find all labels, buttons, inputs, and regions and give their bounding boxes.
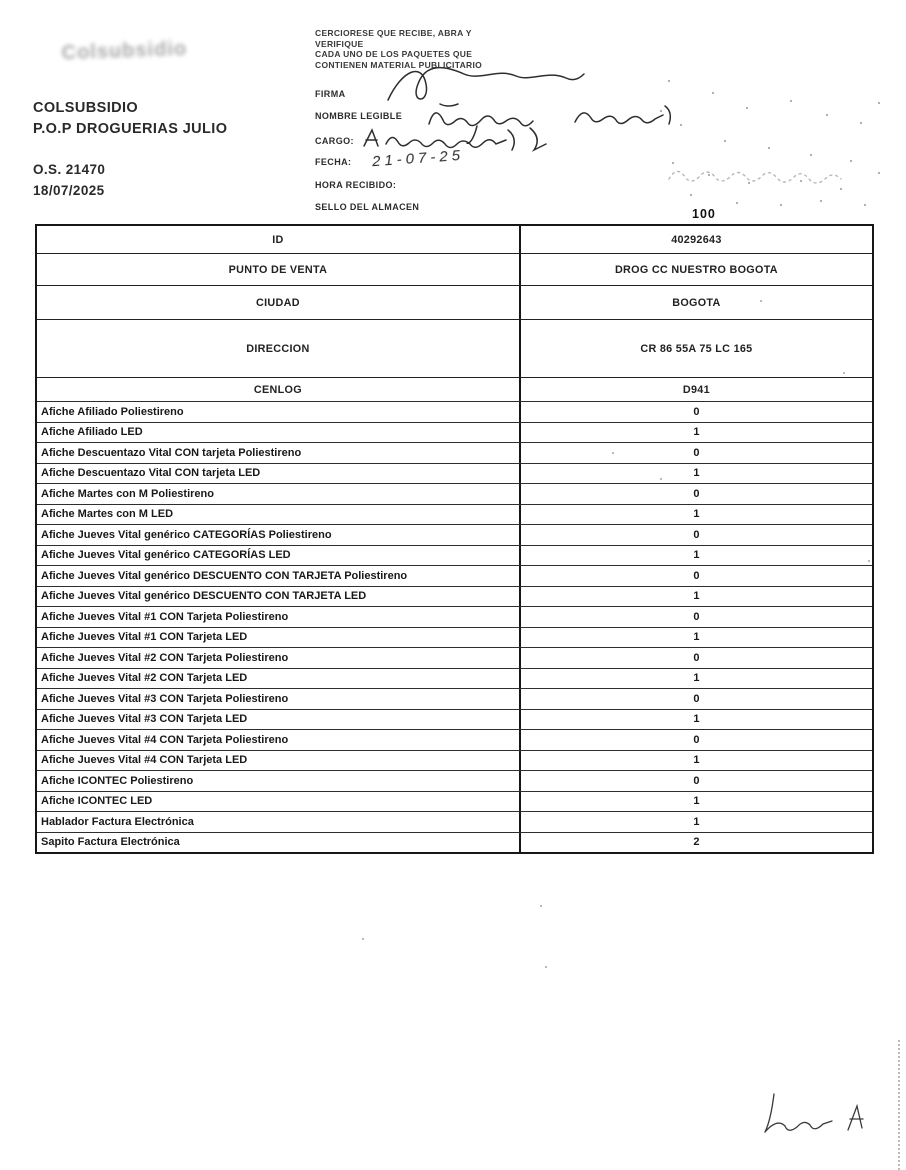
campaign-title: P.O.P DROGUERIAS JULIO (33, 121, 228, 137)
info-value: BOGOTA (519, 286, 872, 319)
item-name: Afiche ICONTEC LED (41, 795, 153, 808)
info-label: CENLOG (253, 383, 302, 396)
table-row (37, 606, 872, 627)
info-label: CIUDAD (256, 296, 300, 309)
item-qty: 1 (519, 751, 872, 771)
info-label: ID (272, 233, 284, 246)
info-label: DIRECCION (246, 342, 310, 355)
table-row (37, 586, 872, 607)
item-qty: 1 (519, 464, 872, 484)
table-row (37, 504, 872, 525)
item-name: Afiche Descuentazo Vital CON tarjeta Poliestireno (41, 446, 302, 459)
item-qty: 0 (519, 730, 872, 750)
item-name: Afiche Jueves Vital #4 CON Tarjeta Poliestireno (41, 733, 289, 746)
field-label-fecha: FECHA: (315, 157, 352, 167)
item-name: Afiche Jueves Vital genérico CATEGORÍAS LED (41, 549, 291, 562)
item-qty: 1 (519, 792, 872, 812)
item-name: Afiche ICONTEC Poliestireno (41, 774, 194, 787)
delivery-table (35, 224, 874, 854)
table-row (37, 750, 872, 771)
item-name: Hablador Factura Electrónica (41, 815, 194, 828)
handwritten-fecha: 21-07-25 (371, 146, 465, 171)
item-qty: 0 (519, 402, 872, 422)
info-row-punto-de-venta (37, 253, 872, 285)
table-row (37, 483, 872, 504)
table-row (37, 668, 872, 689)
info-value: CR 86 55A 75 LC 165 (519, 320, 872, 377)
table-row (37, 442, 872, 463)
table-row (37, 770, 872, 791)
info-value: DROG CC NUESTRO BOGOTA (519, 254, 872, 285)
item-name: Afiche Afiliado LED (41, 426, 143, 439)
stamp-ghost-text (665, 157, 865, 197)
table-row (37, 729, 872, 750)
notice-line: CERCIORESE QUE RECIBE, ABRA Y (315, 28, 472, 38)
info-value: D941 (519, 378, 872, 401)
stamp-number: 100 (692, 207, 716, 221)
info-row-ciudad (37, 285, 872, 319)
item-name: Afiche Afiliado Poliestireno (41, 405, 184, 418)
item-name: Afiche Jueves Vital #1 CON Tarjeta Poliestireno (41, 610, 289, 623)
item-qty: 1 (519, 587, 872, 607)
item-qty: 1 (519, 505, 872, 525)
table-row (37, 709, 872, 730)
scan-edge-noise (898, 1040, 900, 1170)
faded-stamp (650, 62, 885, 222)
table-row (37, 401, 872, 422)
item-qty: 0 (519, 484, 872, 504)
item-qty: 1 (519, 710, 872, 730)
item-name: Afiche Jueves Vital genérico CATEGORÍAS Poliestireno (41, 528, 332, 541)
item-name: Afiche Jueves Vital #3 CON Tarjeta Poliestireno (41, 692, 289, 705)
item-qty: 0 (519, 566, 872, 586)
field-label-nombre-legible: NOMBRE LEGIBLE (315, 111, 403, 121)
table-row (37, 422, 872, 443)
company-name: COLSUBSIDIO (33, 100, 139, 116)
item-qty: 1 (519, 669, 872, 689)
item-name: Afiche Jueves Vital #4 CON Tarjeta LED (41, 754, 248, 767)
table-row (37, 565, 872, 586)
table-row (37, 524, 872, 545)
item-qty: 0 (519, 689, 872, 709)
notice-line: VERIFIQUE (315, 38, 364, 49)
table-row (37, 627, 872, 648)
item-qty: 0 (519, 443, 872, 463)
item-qty: 0 (519, 648, 872, 668)
scan-noise (0, 0, 2, 2)
item-name: Afiche Martes con M LED (41, 508, 174, 521)
item-qty: 0 (519, 607, 872, 627)
info-row-direccion (37, 319, 872, 377)
field-label-hora-recibido: HORA RECIBIDO: (315, 180, 397, 190)
notice-line: CONTIENEN MATERIAL PUBLICITARIO (315, 59, 483, 70)
item-name: Afiche Jueves Vital genérico DESCUENTO CON TARJETA Poliestireno (41, 569, 408, 582)
table-row (37, 832, 872, 853)
table-row (37, 811, 872, 832)
info-row-cenlog (37, 377, 872, 401)
field-label-firma: FIRMA (315, 89, 346, 99)
info-label: PUNTO DE VENTA (228, 263, 328, 276)
item-name: Afiche Descuentazo Vital CON tarjeta LED (41, 467, 261, 480)
field-label-sello-almacen: SELLO DEL ALMACEN (315, 202, 420, 212)
item-name: Afiche Jueves Vital #1 CON Tarjeta LED (41, 631, 248, 644)
table-row (37, 791, 872, 812)
item-name: Afiche Jueves Vital #3 CON Tarjeta LED (41, 713, 248, 726)
item-name: Afiche Jueves Vital #2 CON Tarjeta LED (41, 672, 248, 685)
item-qty: 1 (519, 812, 872, 832)
item-qty: 0 (519, 771, 872, 791)
colsubsidio-logo: Colsubsidio (61, 37, 188, 65)
item-name: Afiche Jueves Vital #2 CON Tarjeta Poliestireno (41, 651, 289, 664)
item-qty: 1 (519, 546, 872, 566)
bottom-signature-mark (748, 1088, 883, 1143)
items-table-body (37, 401, 872, 852)
notice-line: CADA UNO DE LOS PAQUETES QUE (315, 49, 473, 60)
document-date: 18/07/2025 (33, 183, 105, 198)
item-qty: 0 (519, 525, 872, 545)
table-row (37, 545, 872, 566)
info-row-id (37, 226, 872, 253)
field-label-cargo: CARGO: (315, 136, 354, 146)
table-row (37, 647, 872, 668)
item-qty: 2 (519, 833, 872, 853)
item-name: Sapito Factura Electrónica (41, 836, 180, 849)
receiving-notice (315, 28, 585, 70)
table-row (37, 463, 872, 484)
item-name: Afiche Martes con M Poliestireno (41, 487, 214, 500)
item-name: Afiche Jueves Vital genérico DESCUENTO CON TARJETA LED (41, 590, 367, 603)
stamp-speckles (650, 62, 652, 64)
order-number: O.S. 21470 (33, 162, 106, 177)
item-qty: 1 (519, 628, 872, 648)
table-row (37, 688, 872, 709)
info-value: 40292643 (519, 226, 872, 253)
item-qty: 1 (519, 423, 872, 443)
